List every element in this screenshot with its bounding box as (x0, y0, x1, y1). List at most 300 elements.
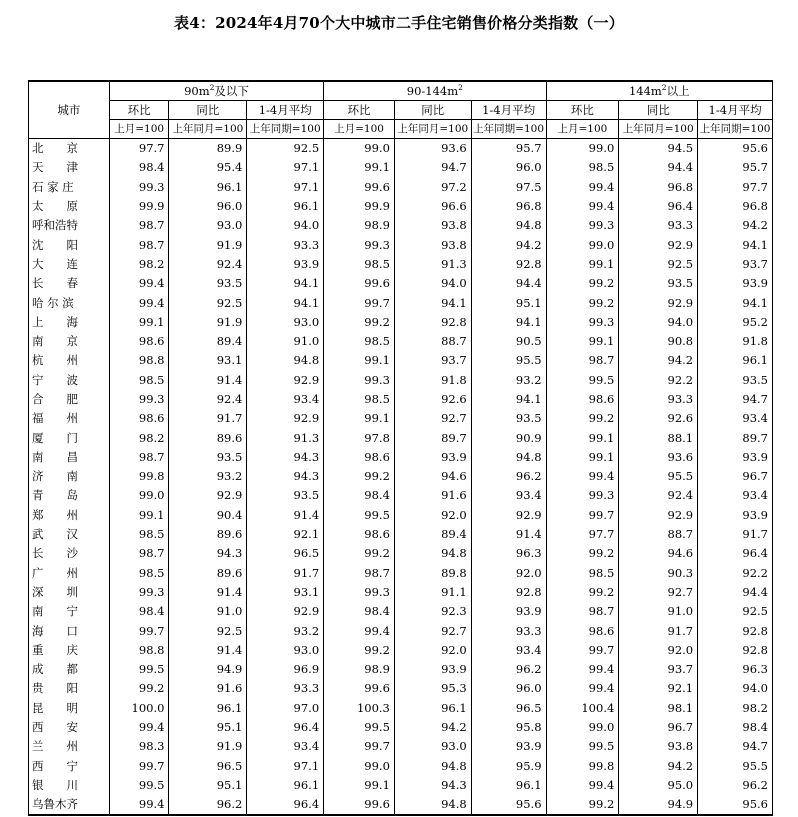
index-value: 99.5 (109, 776, 169, 795)
index-value: 92.4 (169, 255, 247, 274)
index-value: 94.8 (394, 544, 471, 563)
index-value: 99.3 (109, 178, 169, 197)
city-name: 贵 阳 (29, 679, 110, 698)
index-value: 95.6 (471, 795, 546, 815)
index-value: 96.2 (169, 795, 247, 815)
subcol-header: 1-4月平均 (247, 101, 324, 120)
city-name: 海 口 (29, 621, 110, 640)
index-value: 96.8 (619, 178, 698, 197)
index-value: 92.9 (619, 293, 698, 312)
city-name: 北 京 (29, 139, 110, 159)
index-value: 94.0 (247, 216, 324, 235)
city-name: 石 家 庄 (29, 178, 110, 197)
index-value: 99.0 (109, 486, 169, 505)
index-value: 94.7 (698, 737, 773, 756)
index-value: 96.5 (169, 757, 247, 776)
index-value: 99.5 (324, 506, 395, 525)
index-value: 93.4 (247, 390, 324, 409)
index-value: 96.5 (471, 699, 546, 718)
index-value: 89.6 (169, 428, 247, 447)
index-value: 98.4 (109, 158, 169, 177)
index-value: 93.5 (169, 448, 247, 467)
table-row (29, 602, 773, 621)
city-name: 昆 明 (29, 699, 110, 718)
index-value: 99.2 (109, 679, 169, 698)
city-name: 南 京 (29, 332, 110, 351)
index-value: 96.8 (471, 197, 546, 216)
table-row (29, 467, 773, 486)
index-value: 96.1 (471, 776, 546, 795)
index-value: 92.9 (247, 371, 324, 390)
index-value: 98.5 (109, 564, 169, 583)
index-value: 96.1 (394, 699, 471, 718)
index-value: 91.6 (394, 486, 471, 505)
index-value: 92.9 (169, 486, 247, 505)
index-value: 98.5 (109, 371, 169, 390)
city-name: 大 连 (29, 255, 110, 274)
index-value: 98.6 (546, 390, 619, 409)
index-value: 98.5 (324, 332, 395, 351)
index-value: 98.7 (546, 351, 619, 370)
index-value: 89.6 (169, 525, 247, 544)
index-value: 99.0 (546, 718, 619, 737)
table-row (29, 621, 773, 640)
index-value: 94.1 (698, 235, 773, 254)
index-value: 95.2 (698, 313, 773, 332)
index-value: 99.1 (546, 448, 619, 467)
table-row (29, 757, 773, 776)
index-value: 93.5 (169, 274, 247, 293)
index-value: 99.3 (109, 583, 169, 602)
city-column-header: 城市 (29, 81, 110, 139)
index-value: 94.4 (471, 274, 546, 293)
city-name: 武 汉 (29, 525, 110, 544)
index-value: 88.1 (619, 428, 698, 447)
index-value: 93.2 (471, 371, 546, 390)
index-value: 99.7 (109, 757, 169, 776)
table-row (29, 660, 773, 679)
city-name: 广 州 (29, 564, 110, 583)
index-value: 96.8 (698, 197, 773, 216)
index-value: 88.7 (619, 525, 698, 544)
index-value: 94.8 (394, 757, 471, 776)
index-value: 95.3 (394, 679, 471, 698)
index-value: 92.3 (394, 602, 471, 621)
index-value: 93.4 (247, 737, 324, 756)
city-name: 乌鲁木齐 (29, 795, 110, 815)
table-row (29, 274, 773, 293)
index-value: 92.8 (471, 583, 546, 602)
index-value: 93.4 (698, 486, 773, 505)
table-row (29, 679, 773, 698)
index-value: 92.9 (619, 235, 698, 254)
index-value: 93.9 (698, 506, 773, 525)
index-value: 95.6 (698, 795, 773, 815)
index-value: 99.4 (546, 197, 619, 216)
index-value: 99.4 (546, 660, 619, 679)
index-value: 94.1 (394, 293, 471, 312)
table-row (29, 390, 773, 409)
index-value: 96.4 (247, 795, 324, 815)
index-value: 96.2 (471, 660, 546, 679)
index-value: 94.0 (394, 274, 471, 293)
index-value: 94.9 (619, 795, 698, 815)
index-value: 95.5 (619, 467, 698, 486)
base-header: 上年同期=100 (471, 120, 546, 139)
index-value: 99.6 (324, 274, 395, 293)
index-value: 99.1 (324, 409, 395, 428)
index-value: 98.7 (109, 216, 169, 235)
index-value: 93.3 (619, 390, 698, 409)
index-value: 94.0 (619, 313, 698, 332)
index-value: 95.1 (169, 776, 247, 795)
index-value: 92.8 (698, 641, 773, 660)
index-value: 93.4 (471, 486, 546, 505)
city-name: 哈 尔 滨 (29, 293, 110, 312)
index-value: 99.2 (546, 274, 619, 293)
index-value: 93.8 (394, 216, 471, 235)
city-name: 太 原 (29, 197, 110, 216)
index-value: 99.3 (546, 486, 619, 505)
city-name: 重 庆 (29, 641, 110, 660)
page-title: 表4：2024年4月70个大中城市二手住宅销售价格分类指数（一） (174, 14, 624, 32)
index-value: 98.6 (324, 448, 395, 467)
index-value: 99.2 (324, 641, 395, 660)
index-value: 94.2 (698, 216, 773, 235)
index-value: 92.0 (619, 641, 698, 660)
index-value: 98.6 (324, 525, 395, 544)
index-value: 92.2 (698, 564, 773, 583)
index-value: 96.3 (698, 660, 773, 679)
index-value: 98.3 (109, 737, 169, 756)
index-value: 100.4 (546, 699, 619, 718)
index-value: 93.4 (471, 641, 546, 660)
index-value: 96.3 (471, 544, 546, 563)
table-row (29, 293, 773, 312)
index-value: 99.1 (324, 776, 395, 795)
index-value: 96.1 (247, 776, 324, 795)
index-value: 93.0 (247, 313, 324, 332)
base-header: 上年同期=100 (247, 120, 324, 139)
table-row (29, 486, 773, 505)
index-value: 92.6 (394, 390, 471, 409)
index-value: 94.8 (471, 216, 546, 235)
index-value: 92.5 (169, 293, 247, 312)
city-name: 南 宁 (29, 602, 110, 621)
index-value: 91.9 (169, 737, 247, 756)
index-value: 91.0 (619, 602, 698, 621)
index-value: 91.4 (247, 506, 324, 525)
index-value: 93.9 (471, 602, 546, 621)
index-value: 93.0 (247, 641, 324, 660)
index-value: 99.7 (324, 293, 395, 312)
index-value: 99.4 (546, 679, 619, 698)
index-value: 93.0 (394, 737, 471, 756)
index-value: 96.1 (247, 197, 324, 216)
city-name: 杭 州 (29, 351, 110, 370)
index-value: 93.5 (698, 371, 773, 390)
table-row (29, 428, 773, 447)
base-header: 上年同月=100 (619, 120, 698, 139)
index-value: 97.5 (471, 178, 546, 197)
index-value: 93.9 (471, 737, 546, 756)
index-value: 96.1 (169, 699, 247, 718)
index-value: 93.5 (619, 274, 698, 293)
table-row (29, 737, 773, 756)
index-value: 95.1 (169, 718, 247, 737)
index-value: 91.1 (394, 583, 471, 602)
index-value: 98.1 (619, 699, 698, 718)
index-value: 94.2 (394, 718, 471, 737)
base-header: 上月=100 (546, 120, 619, 139)
subcol-header: 同比 (619, 101, 698, 120)
index-value: 99.0 (546, 235, 619, 254)
city-name: 西 宁 (29, 757, 110, 776)
index-value: 94.1 (247, 293, 324, 312)
table-row (29, 699, 773, 718)
index-value: 99.9 (324, 197, 395, 216)
subcol-header: 环比 (109, 101, 169, 120)
table-row (29, 235, 773, 254)
index-value: 94.2 (619, 351, 698, 370)
city-name: 福 州 (29, 409, 110, 428)
index-value: 99.7 (324, 737, 395, 756)
index-value: 92.1 (247, 525, 324, 544)
index-value: 99.4 (546, 178, 619, 197)
index-value: 98.7 (546, 602, 619, 621)
city-name: 长 春 (29, 274, 110, 293)
index-value: 93.6 (394, 139, 471, 159)
index-value: 94.4 (619, 158, 698, 177)
index-value: 93.0 (169, 216, 247, 235)
index-value: 91.7 (698, 525, 773, 544)
group-header-small: $90m^2$及以下 (109, 81, 323, 101)
index-value: 91.4 (169, 641, 247, 660)
base-header: 上月=100 (324, 120, 395, 139)
index-value: 96.2 (698, 776, 773, 795)
index-value: 91.7 (169, 409, 247, 428)
index-value: 96.4 (247, 718, 324, 737)
index-value: 91.8 (394, 371, 471, 390)
index-value: 93.9 (394, 448, 471, 467)
index-value: 93.3 (247, 679, 324, 698)
index-value: 91.7 (619, 621, 698, 640)
index-value: 96.4 (619, 197, 698, 216)
index-value: 94.6 (619, 544, 698, 563)
index-value: 92.5 (698, 602, 773, 621)
index-value: 98.5 (109, 525, 169, 544)
index-value: 99.8 (109, 467, 169, 486)
index-value: 96.2 (471, 467, 546, 486)
index-value: 100.0 (109, 699, 169, 718)
index-value: 91.3 (394, 255, 471, 274)
index-value: 98.7 (324, 564, 395, 583)
index-value: 97.2 (394, 178, 471, 197)
city-name: 长 沙 (29, 544, 110, 563)
index-value: 94.3 (247, 448, 324, 467)
index-value: 98.4 (324, 486, 395, 505)
index-value: 98.6 (546, 621, 619, 640)
index-value: 99.4 (109, 274, 169, 293)
index-value: 89.7 (394, 428, 471, 447)
index-value: 97.7 (698, 178, 773, 197)
index-value: 100.3 (324, 699, 395, 718)
index-value: 91.9 (169, 313, 247, 332)
index-value: 94.8 (471, 448, 546, 467)
index-value: 98.2 (109, 255, 169, 274)
index-value: 99.4 (109, 293, 169, 312)
index-value: 97.8 (324, 428, 395, 447)
city-name: 兰 州 (29, 737, 110, 756)
index-value: 95.0 (619, 776, 698, 795)
index-value: 94.1 (247, 274, 324, 293)
table-row (29, 178, 773, 197)
index-value: 96.1 (698, 351, 773, 370)
price-index-table (28, 80, 773, 816)
index-value: 94.3 (247, 467, 324, 486)
table-row (29, 158, 773, 177)
index-value: 97.0 (247, 699, 324, 718)
index-value: 95.5 (471, 351, 546, 370)
index-value: 89.9 (169, 139, 247, 159)
index-value: 93.3 (247, 235, 324, 254)
table-row (29, 216, 773, 235)
table-row (29, 718, 773, 737)
index-value: 90.4 (169, 506, 247, 525)
table-row (29, 332, 773, 351)
index-value: 89.7 (698, 428, 773, 447)
index-value: 91.0 (247, 332, 324, 351)
index-value: 92.8 (471, 255, 546, 274)
index-value: 94.5 (619, 139, 698, 159)
index-value: 95.7 (471, 139, 546, 159)
subcol-header: 环比 (324, 101, 395, 120)
table-row (29, 448, 773, 467)
subcol-header: 环比 (546, 101, 619, 120)
table-row (29, 525, 773, 544)
index-value: 88.7 (394, 332, 471, 351)
index-value: 97.7 (546, 525, 619, 544)
city-name: 南 昌 (29, 448, 110, 467)
index-value: 99.0 (324, 139, 395, 159)
subcol-header: 同比 (169, 101, 247, 120)
index-value: 98.2 (109, 428, 169, 447)
city-name: 呼和浩特 (29, 216, 110, 235)
index-value: 92.8 (698, 621, 773, 640)
index-value: 92.2 (619, 371, 698, 390)
index-value: 92.0 (394, 641, 471, 660)
index-value: 94.1 (471, 390, 546, 409)
index-value: 98.8 (109, 351, 169, 370)
index-value: 99.2 (546, 795, 619, 815)
index-value: 93.8 (619, 737, 698, 756)
index-value: 94.7 (394, 158, 471, 177)
index-value: 93.2 (247, 621, 324, 640)
index-value: 93.1 (247, 583, 324, 602)
index-value: 98.6 (109, 332, 169, 351)
index-value: 94.3 (169, 544, 247, 563)
city-name: 银 川 (29, 776, 110, 795)
city-name: 厦 门 (29, 428, 110, 447)
index-value: 94.9 (169, 660, 247, 679)
index-value: 93.7 (394, 351, 471, 370)
index-value: 94.6 (394, 467, 471, 486)
city-name: 成 都 (29, 660, 110, 679)
index-value: 98.9 (324, 216, 395, 235)
index-value: 96.7 (619, 718, 698, 737)
index-value: 92.9 (619, 506, 698, 525)
index-value: 99.3 (546, 216, 619, 235)
index-value: 99.0 (324, 757, 395, 776)
index-value: 93.3 (471, 621, 546, 640)
index-value: 94.2 (619, 757, 698, 776)
index-value: 99.0 (546, 139, 619, 159)
index-value: 93.9 (394, 660, 471, 679)
index-value: 99.4 (324, 621, 395, 640)
index-value: 98.5 (546, 158, 619, 177)
index-value: 99.1 (546, 332, 619, 351)
table-row (29, 351, 773, 370)
index-value: 92.8 (394, 313, 471, 332)
base-header: 上月=100 (109, 120, 169, 139)
index-value: 92.4 (619, 486, 698, 505)
index-value: 99.1 (546, 428, 619, 447)
index-value: 98.7 (109, 544, 169, 563)
index-value: 96.0 (169, 197, 247, 216)
index-value: 96.6 (394, 197, 471, 216)
index-value: 94.2 (471, 235, 546, 254)
index-value: 92.6 (619, 409, 698, 428)
index-value: 93.7 (619, 660, 698, 679)
index-value: 92.5 (619, 255, 698, 274)
index-value: 99.2 (324, 544, 395, 563)
index-value: 96.9 (247, 660, 324, 679)
index-value: 99.6 (324, 178, 395, 197)
index-value: 99.3 (109, 390, 169, 409)
table-row (29, 409, 773, 428)
group-header-large: $144m^2$以上 (546, 81, 772, 101)
index-value: 91.6 (169, 679, 247, 698)
table-row (29, 255, 773, 274)
index-value: 93.3 (619, 216, 698, 235)
index-value: 93.4 (698, 409, 773, 428)
index-value: 99.1 (109, 313, 169, 332)
index-value: 98.4 (109, 602, 169, 621)
index-value: 99.2 (546, 293, 619, 312)
index-value: 99.1 (109, 506, 169, 525)
index-value: 98.4 (698, 718, 773, 737)
index-value: 94.1 (471, 313, 546, 332)
base-header: 上年同月=100 (169, 120, 247, 139)
index-value: 99.2 (546, 544, 619, 563)
index-value: 89.8 (394, 564, 471, 583)
index-value: 96.7 (698, 467, 773, 486)
table-row (29, 506, 773, 525)
index-value: 96.0 (471, 679, 546, 698)
table-row (29, 795, 773, 815)
table-row (29, 313, 773, 332)
index-value: 97.1 (247, 757, 324, 776)
index-value: 92.0 (471, 564, 546, 583)
index-value: 89.4 (394, 525, 471, 544)
index-value: 89.4 (169, 332, 247, 351)
index-value: 98.5 (546, 564, 619, 583)
index-value: 99.6 (324, 795, 395, 815)
index-value: 94.4 (698, 583, 773, 602)
table-row (29, 583, 773, 602)
index-value: 99.7 (109, 621, 169, 640)
index-value: 89.6 (169, 564, 247, 583)
